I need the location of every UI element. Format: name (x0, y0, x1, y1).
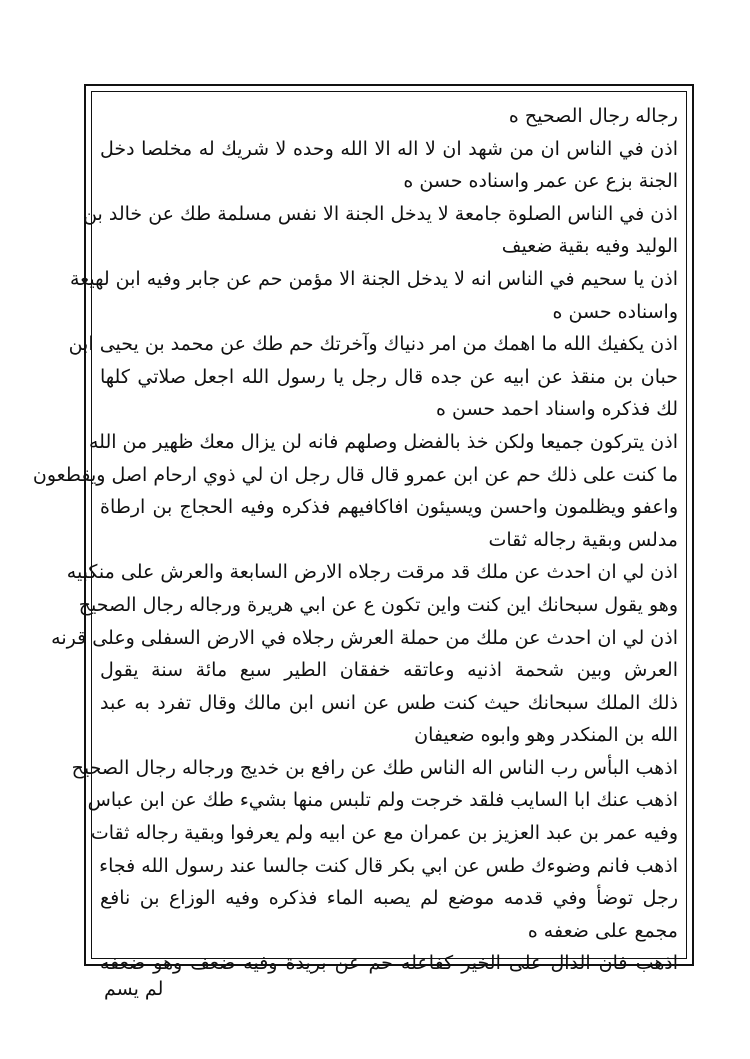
text-line: اذهب فانم وضوءك طس عن ابي بكر قال كنت جالسا عند رسول الله فجاء (99, 854, 678, 877)
text-line: وفيه عمر بن عبد العزيز بن عمران مع عن ابيه ولم يعرفوا وبقية رجاله ثقات (90, 822, 678, 845)
text-line: اذن يتركون جميعا ولكن خذ بالفضل وصلهم فانه لن يزال معك ظهير من الله (88, 430, 678, 453)
text-line: لك فذكره واسناد احمد حسن ه (436, 398, 678, 421)
text-line: العرش وبين شحمة اذنيه وعاتقه خفقان الطير سبع مائة سنة يقول (100, 659, 678, 682)
manuscript-text (32, 100, 678, 980)
text-line: اذهب فان الدال على الخير كفاعله حم عن بريدة وفيه ضعف وهو ضعفه (100, 952, 678, 975)
text-line: اذن يكفيك الله ما اهمك من امر دنياك وآخرتك حم طك عن محمد بن يحيى ابن (68, 333, 678, 356)
catchword: لم يسم (104, 978, 164, 1000)
text-line: ذلك الملك سبحانك حيث كنت طس عن انس ابن مالك وقال تفرد به عبد (100, 691, 678, 714)
text-line: وهو يقول سبحانك اين كنت واين تكون ع عن ابي هريرة ورجاله رجال الصحيح (78, 593, 678, 616)
text-line: الله بن المنكدر وهو وابوه ضعيفان (414, 724, 678, 747)
text-line: مدلس وبقية رجاله ثقات (488, 528, 678, 551)
text-line: اذهب البأس رب الناس اله الناس طك عن رافع بن خديج ورجاله رجال الصحيح (71, 756, 678, 779)
text-line: واسناده حسن ه (552, 300, 678, 323)
text-line: مجمع على ضعفه ه (527, 919, 678, 942)
text-line: رجل توضأ وفي قدمه موضع لم يصبه الماء فذكره وفيه الوزاع بن نافع (100, 887, 678, 910)
text-line: اذن لي ان احدث عن ملك من حملة العرش رجلاه في الارض السفلى وعلى قرنه (51, 626, 678, 649)
text-line: حبان بن منقذ عن ابيه عن جده قال رجل يا رسول الله اجعل صلاتي كلها (100, 365, 678, 388)
text-line: اذن في الناس الصلوة جامعة لا يدخل الجنة الا نفس مسلمة طك عن خالد بن (83, 202, 678, 225)
text-line: اذن لي ان احدث عن ملك قد مرقت رجلاه الارض السابعة والعرش على منكبيه (66, 561, 678, 584)
text-line: الجنة بزع عن عمر واسناده حسن ه (403, 170, 678, 193)
text-line: واعفو ويظلمون واحسن ويسيئون افاكافيهم فذكره وفيه الحجاج بن ارطاة (100, 496, 678, 519)
text-line: ما كنت على ذلك حم عن ابن عمرو قال قال رجل ان لي ذوي ارحام اصل ويقطعون (32, 463, 678, 486)
text-line: الوليد وفيه بقية ضعيف (501, 235, 678, 258)
text-line: اذن في الناس ان من شهد ان لا اله الا الله وحده لا شريك له مخلصا دخل (100, 137, 678, 160)
text-line: اذن يا سحيم في الناس انه لا يدخل الجنة الا مؤمن حم عن جابر وفيه ابن لهيعة (70, 267, 678, 290)
text-line: رجاله رجال الصحيح ه (508, 105, 678, 127)
text-line: اذهب عنك ابا السايب فلقد خرجت ولم تلبس منها بشيء طك عن ابن عباس (87, 789, 678, 812)
